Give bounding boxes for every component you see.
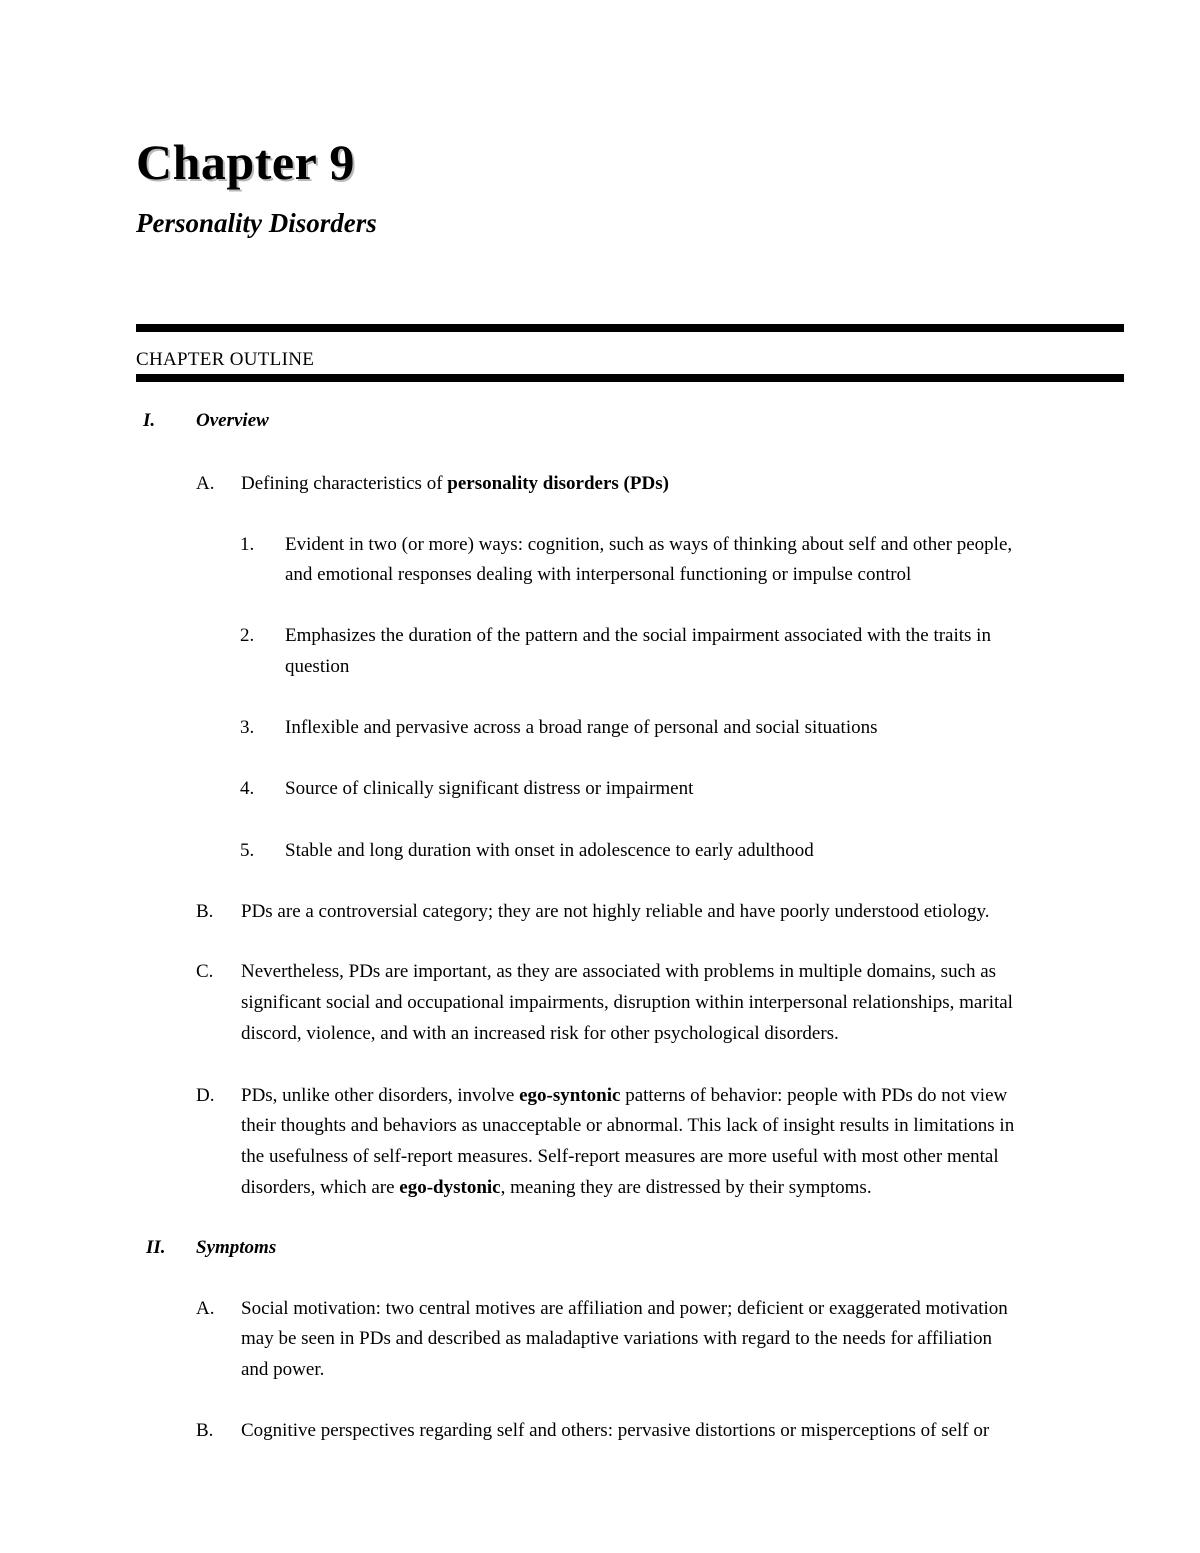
key-term: personality disorders (PDs) xyxy=(447,473,669,494)
list-item-line: Stable and long duration with onset in adolescence to early adulthood xyxy=(285,840,814,861)
item-letter: B. xyxy=(196,901,214,922)
list-item-line: discord, violence, and with an increased risk for other psychological disorders. xyxy=(241,1023,839,1044)
list-item-line: question xyxy=(285,656,350,677)
chapter-subtitle: Personality Disorders xyxy=(136,208,377,238)
section-numeral: II. xyxy=(146,1237,166,1258)
outline-heading: CHAPTER OUTLINE xyxy=(136,349,315,370)
list-item-line: and power. xyxy=(241,1359,325,1380)
item-letter: B. xyxy=(196,1420,214,1441)
item-number: 4. xyxy=(240,778,255,799)
item-letter: C. xyxy=(196,961,214,982)
list-item-line: the usefulness of self-report measures. Self-report measures are more useful with most other mental xyxy=(241,1146,999,1167)
list-item-line: Emphasizes the duration of the pattern and the social impairment associated with the traits in xyxy=(285,625,991,646)
section-title: Symptoms xyxy=(196,1237,277,1258)
list-item-line: and emotional responses dealing with interpersonal functioning or impulse control xyxy=(285,564,912,585)
item-letter: A. xyxy=(196,1298,215,1319)
list-item-line: Social motivation: two central motives are affiliation and power; deficient or exaggerated motivation xyxy=(241,1298,1008,1319)
list-item-line: Source of clinically significant distress or impairment xyxy=(285,778,694,799)
section-title: Overview xyxy=(196,410,269,431)
item-number: 3. xyxy=(240,717,255,738)
list-item-line: Inflexible and pervasive across a broad range of personal and social situations xyxy=(285,717,878,738)
item-letter: A. xyxy=(196,473,215,494)
list-item-line: may be seen in PDs and described as maladaptive variations with regard to the needs for affiliation xyxy=(241,1328,992,1349)
item-number: 5. xyxy=(240,840,255,861)
list-item-line: disorders, which are ego-dystonic, meaning they are distressed by their symptoms. xyxy=(241,1177,872,1198)
list-item-line: Nevertheless, PDs are important, as they are associated with problems in multiple domains, such as xyxy=(241,961,997,982)
heading-rule-bottom xyxy=(136,374,1124,382)
list-item-line: significant social and occupational impairments, disruption within interpersonal relationships, marital xyxy=(241,992,1013,1013)
list-item: Defining characteristics of personality disorders (PDs) xyxy=(241,473,669,494)
chapter-title: Chapter 9 xyxy=(136,134,355,190)
item-number: 2. xyxy=(240,625,255,646)
list-item-line: their thoughts and behaviors as unacceptable or abnormal. This lack of insight results in limitations in xyxy=(241,1115,1015,1136)
list-item-line: PDs are a controversial category; they are not highly reliable and have poorly understood etiology. xyxy=(241,901,990,922)
item-number: 1. xyxy=(240,534,255,555)
heading-rule-top xyxy=(136,324,1124,332)
key-term: ego-syntonic xyxy=(519,1085,621,1106)
list-item-line: Cognitive perspectives regarding self and others: pervasive distortions or misperceptions of self or xyxy=(241,1420,990,1441)
list-item-line: PDs, unlike other disorders, involve ego-syntonic patterns of behavior: people with PDs do not view xyxy=(241,1085,1008,1106)
key-term: ego-dystonic xyxy=(399,1177,501,1198)
list-item-line: Evident in two (or more) ways: cognition, such as ways of thinking about self and other people, xyxy=(285,534,1013,555)
section-numeral: I. xyxy=(143,410,156,431)
item-letter: D. xyxy=(196,1085,215,1106)
